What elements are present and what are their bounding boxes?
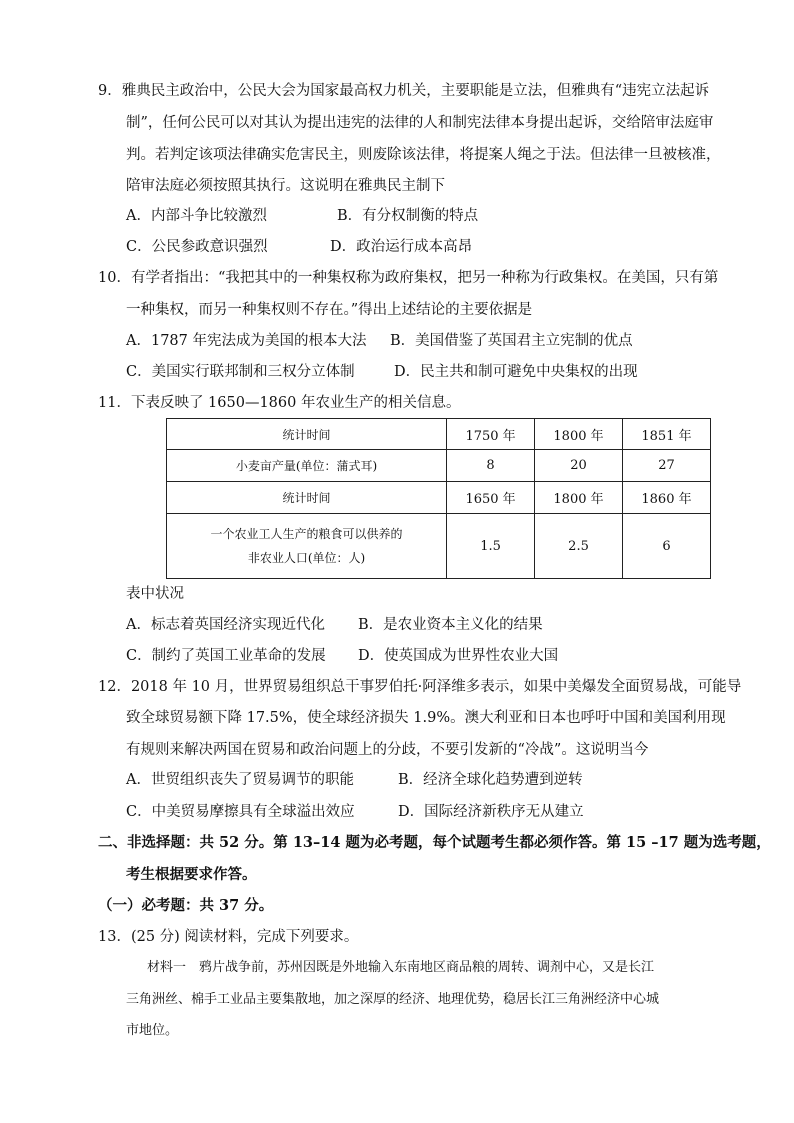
q13-material-line3: 市地位。 [126,1023,179,1038]
table-row [167,419,711,450]
table-cell: 1650 年 [447,482,535,514]
table-cell: 统计时间 [167,482,447,514]
table-cell: 2.5 [535,514,623,579]
table-row [167,450,711,482]
q10-option-c: C．美国实行联邦制和三权分立体制 [126,364,355,380]
q13-material-line1: 材料一 鸦片战争前，苏州因既是外地输入东南地区商品粮的周转、调剂中心，又是长江 [147,960,655,975]
table-cell: 小麦亩产量(单位：蒲式耳) [167,450,447,482]
table-cell-line: 非农业人口(单位：人) [247,551,366,565]
table-cell: 1800 年 [535,482,623,514]
q9-stem-line2: 制”，任何公民可以对其认为提出违宪的法律的人和制宪法律本身提出起诉，交给陪审法庭审 [126,115,714,131]
section-heading-line2: 考生根据要求作答。 [126,866,257,883]
q10-option-b: B．美国借鉴了英国君主立宪制的优点 [390,333,633,349]
q9-option-c: C．公民参政意识强烈 [126,239,268,255]
q13-material-line2: 三角洲丝、棉手工业品主要集散地，加之深厚的经济、地理优势，稳居长江三角洲经济中心城 [126,992,660,1007]
table-cell: 6 [623,514,711,579]
q12-option-c: C．中美贸易摩擦具有全球溢出效应 [126,804,355,820]
q12-stem-line3: 有规则来解决两国在贸易和政治问题上的分歧，不要引发新的“冷战”。这说明当今 [126,742,649,758]
table-cell: 1800 年 [535,419,623,450]
q9-stem-line1: 9．雅典民主政治中，公民大会为国家最高权力机关，主要职能是立法，但雅典有“违宪立法起诉 [98,83,710,99]
table-cell: 1.5 [447,514,535,579]
q11-option-b: B．是农业资本主义化的结果 [358,617,543,633]
q10-option-d: D．民主共和制可避免中央集权的出现 [394,364,638,380]
q11-option-a: A．标志着英国经济实现近代化 [126,617,325,633]
q12-stem-line2: 致全球贸易额下降 17.5%，使全球经济损失 1.9%。澳大利亚和日本也呼吁中国和美国利用现 [126,710,726,726]
table-row [167,514,711,579]
table-cell-line: 一个农业工人生产的粮食可以供养的 [210,527,403,541]
section-heading-line1: 二、非选择题：共 52 分。第 13–14 题为必考题，每个试题考生都必须作答。第 15 –17 题为选考题， [98,834,771,851]
table-cell: 1860 年 [623,482,711,514]
table-cell: 统计时间 [167,419,447,450]
q11-stem: 11．下表反映了 1650—1860 年农业生产的相关信息。 [98,395,461,411]
q10-stem-line2: 一种集权，而另一种集权则不存在。”得出上述结论的主要依据是 [126,302,533,318]
q12-stem-line1: 12．2018 年 10 月，世界贸易组织总干事罗伯托·阿泽维多表示，如果中美爆发全面贸易战，可能导 [98,679,742,695]
table-cell: 1750 年 [447,419,535,450]
q10-option-a: A．1787 年宪法成为美国的根本大法 [126,333,367,349]
table-cell: 20 [535,450,623,482]
table-cell: 1851 年 [623,419,711,450]
q11-data-table [166,418,711,579]
table-cell: 27 [623,450,711,482]
q12-option-d: D．国际经济新秩序无从建立 [398,804,584,820]
q10-stem-line1: 10．有学者指出：“我把其中的一种集权称为政府集权，把另一种称为行政集权。在美国，只有第 [98,270,719,286]
q11-option-c: C．制约了英国工业革命的发展 [126,648,326,664]
q9-stem-line4: 陪审法庭必须按照其执行。这说明在雅典民主制下 [126,178,445,194]
q12-option-a: A．世贸组织丧失了贸易调节的职能 [126,772,354,788]
q13-stem: 13．(25 分) 阅读材料，完成下列要求。 [98,929,359,945]
q11-option-d: D．使英国成为世界性农业大国 [358,648,559,664]
table-cell: 8 [447,450,535,482]
q9-option-b: B．有分权制衡的特点 [337,208,479,224]
q9-option-d: D．政治运行成本高昂 [330,239,473,255]
q9-stem-line3: 判。若判定该项法律确实危害民主，则废除该法律，将提案人绳之于法。但法律一旦被核准， [126,147,721,163]
table-cell [167,514,447,579]
q9-option-a: A．内部斗争比较激烈 [126,208,267,224]
subsection-heading: （一）必考题：共 37 分。 [98,897,274,914]
q12-option-b: B．经济全球化趋势遭到逆转 [398,772,583,788]
table-row [167,482,711,514]
q11-after-table: 表中状况 [126,586,184,602]
